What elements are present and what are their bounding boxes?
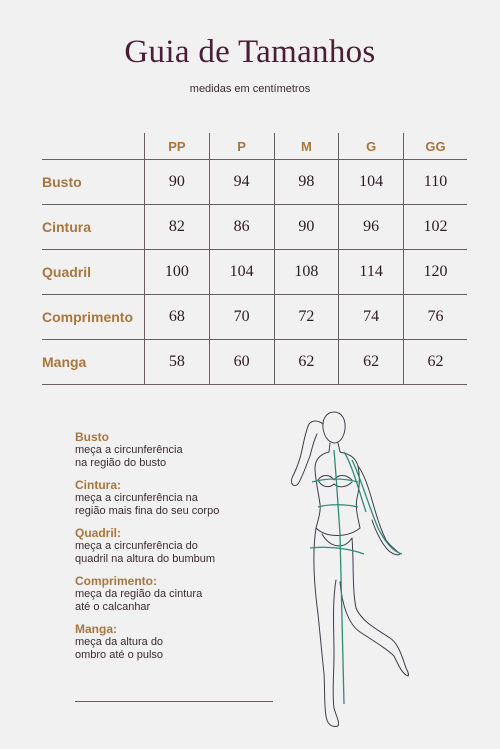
table-cell: 104 <box>339 160 404 205</box>
size-header-pp: PP <box>145 133 210 160</box>
guide-item-title: Busto <box>75 430 109 444</box>
table-row <box>42 295 467 340</box>
table-cell: 60 <box>209 340 274 385</box>
table-cell: 62 <box>339 340 404 385</box>
size-header-p: P <box>209 133 274 160</box>
guide-item-description: meça a circunferência na região mais fina do seu corpo <box>75 492 220 517</box>
table-cell: 104 <box>209 250 274 295</box>
table-cell: 94 <box>209 160 274 205</box>
table-cell: 68 <box>145 295 210 340</box>
table-cell: 62 <box>274 340 339 385</box>
guide-item-title: Cintura: <box>75 478 121 492</box>
table-row <box>42 250 467 295</box>
guide-item-busto <box>75 430 295 470</box>
measurement-lines <box>310 450 402 704</box>
guide-divider <box>75 701 273 702</box>
table-cell: 96 <box>339 205 404 250</box>
table-cell: 120 <box>404 250 468 295</box>
table-cell: 100 <box>145 250 210 295</box>
table-cell: 70 <box>209 295 274 340</box>
size-header-g: G <box>339 133 404 160</box>
table-cell: 72 <box>274 295 339 340</box>
guide-item-title: Comprimento: <box>75 574 157 588</box>
guide-item-cintura <box>75 478 295 518</box>
measurement-guide <box>75 430 295 670</box>
table-cell: 90 <box>274 205 339 250</box>
table-cell: 98 <box>274 160 339 205</box>
row-label: Manga <box>42 340 145 385</box>
guide-item-description: meça da região da cintura até o calcanhar <box>75 588 203 613</box>
guide-item-description: meça a circunferência na região do busto <box>75 444 183 469</box>
guide-item-description: meça da altura do ombro até o pulso <box>75 636 164 661</box>
row-label: Quadril <box>42 250 145 295</box>
table-cell: 110 <box>404 160 468 205</box>
table-cell: 58 <box>145 340 210 385</box>
table-cell: 90 <box>145 160 210 205</box>
size-table <box>42 133 467 385</box>
guide-item-title: Manga: <box>75 622 117 636</box>
guide-item-description: meça a circunferência do quadril na altura do bumbum <box>75 540 216 565</box>
table-cell: 82 <box>145 205 210 250</box>
row-label: Comprimento <box>42 295 145 340</box>
guide-item-comprimento <box>75 574 295 614</box>
table-row <box>42 340 467 385</box>
page-title: Guia de Tamanhos <box>124 34 376 70</box>
table-row <box>42 160 467 205</box>
hip-measure-line <box>310 547 364 554</box>
table-corner <box>42 133 145 160</box>
table-cell: 108 <box>274 250 339 295</box>
table-cell: 86 <box>209 205 274 250</box>
page-subtitle: medidas em centímetros <box>189 83 311 95</box>
guide-item-title: Quadril: <box>75 526 122 540</box>
row-label: Cintura <box>42 205 145 250</box>
table-cell: 102 <box>404 205 468 250</box>
size-header-row <box>42 133 467 160</box>
table-cell: 62 <box>404 340 468 385</box>
table-cell: 74 <box>339 295 404 340</box>
row-label: Busto <box>42 160 145 205</box>
guide-item-manga <box>75 622 295 662</box>
guide-item-quadril <box>75 526 295 566</box>
figure-outline <box>291 412 408 727</box>
size-header-m: M <box>274 133 339 160</box>
fashion-figure-illustration <box>282 404 422 740</box>
length-measure-line <box>334 450 366 704</box>
size-header-gg: GG <box>404 133 468 160</box>
table-row <box>42 205 467 250</box>
table-cell: 114 <box>339 250 404 295</box>
table-cell: 76 <box>404 295 468 340</box>
